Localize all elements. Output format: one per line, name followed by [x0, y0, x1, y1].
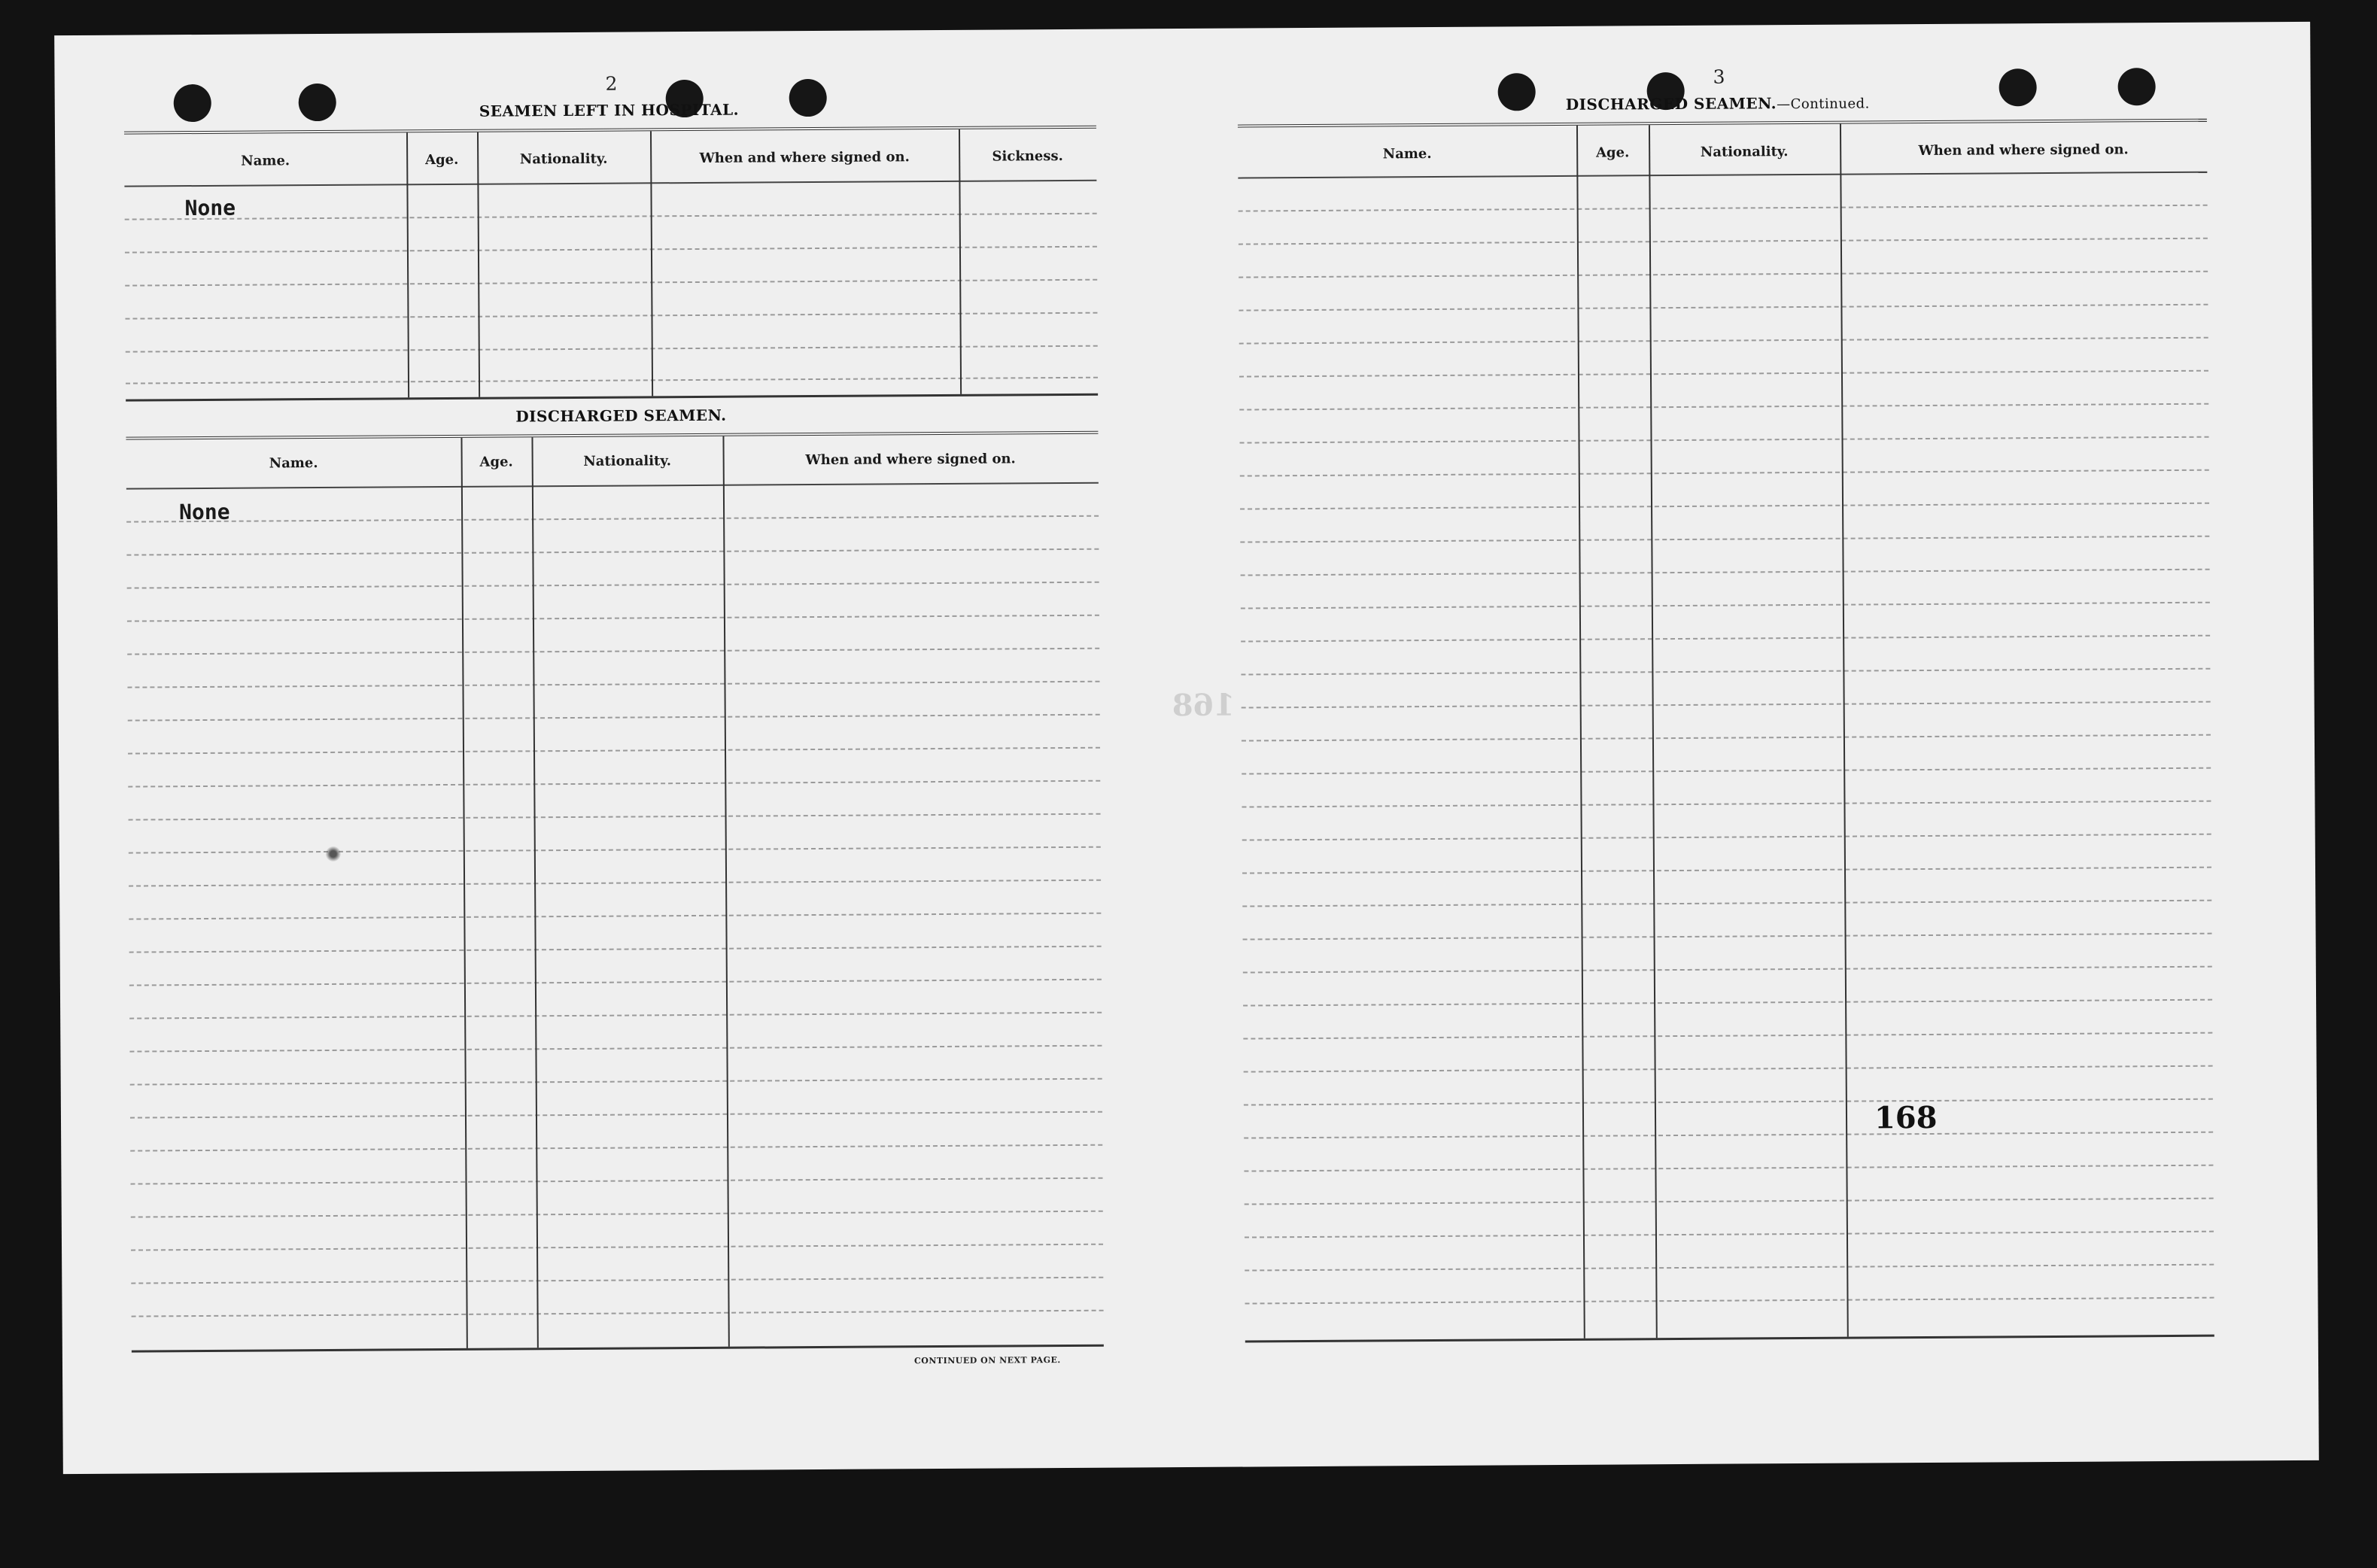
section-title-text: DISCHARGED SEAMEN.	[1565, 94, 1777, 114]
stamped-number: 168	[1874, 1099, 1938, 1136]
punch-hole	[299, 84, 336, 121]
hospital-section-title: SEAMEN LEFT IN HOSPITAL.	[479, 100, 740, 120]
column-header-age: Age.	[1595, 144, 1630, 161]
punch-hole	[1999, 68, 2037, 106]
discharged-table-left	[126, 431, 1103, 1353]
discharged-section-title-right	[1566, 93, 1870, 113]
section-title-continued: —Continued.	[1777, 96, 1870, 113]
discharged-section-title-left: DISCHARGED SEAMEN.	[515, 406, 727, 426]
column-header-age: Age.	[425, 151, 459, 169]
continued-footer: CONTINUED ON NEXT PAGE.	[913, 1355, 1061, 1366]
discharged-entry-none: None	[178, 499, 230, 525]
column-header-signed-on: When and where signed on.	[699, 149, 910, 166]
column-header-name: Name.	[1382, 145, 1432, 163]
column-header-nationality: Nationality.	[1700, 144, 1789, 160]
column-header-nationality: Nationality.	[519, 150, 608, 168]
hospital-entry-none: None	[184, 195, 236, 221]
punch-hole	[789, 79, 827, 117]
punch-hole	[1498, 73, 1536, 111]
page-number-left: 2	[605, 72, 618, 95]
punch-hole	[2118, 68, 2156, 105]
punch-hole	[174, 84, 211, 122]
ink-spot	[326, 846, 341, 861]
document-sheet	[54, 22, 2319, 1474]
column-header-signed-on: When and where signed on.	[1918, 141, 2129, 160]
column-header-name: Name.	[269, 455, 318, 472]
column-header-nationality: Nationality.	[583, 453, 672, 469]
page-number-right: 3	[1713, 65, 1725, 88]
column-header-sickness: Sickness.	[992, 147, 1063, 165]
column-header-name: Name.	[241, 153, 290, 169]
hospital-table	[124, 126, 1098, 402]
column-header-age: Age.	[479, 454, 513, 470]
bleed-through-number: 168	[1172, 687, 1236, 724]
column-header-signed-on: When and where signed on.	[805, 451, 1016, 469]
discharged-table-right	[1238, 119, 2214, 1343]
